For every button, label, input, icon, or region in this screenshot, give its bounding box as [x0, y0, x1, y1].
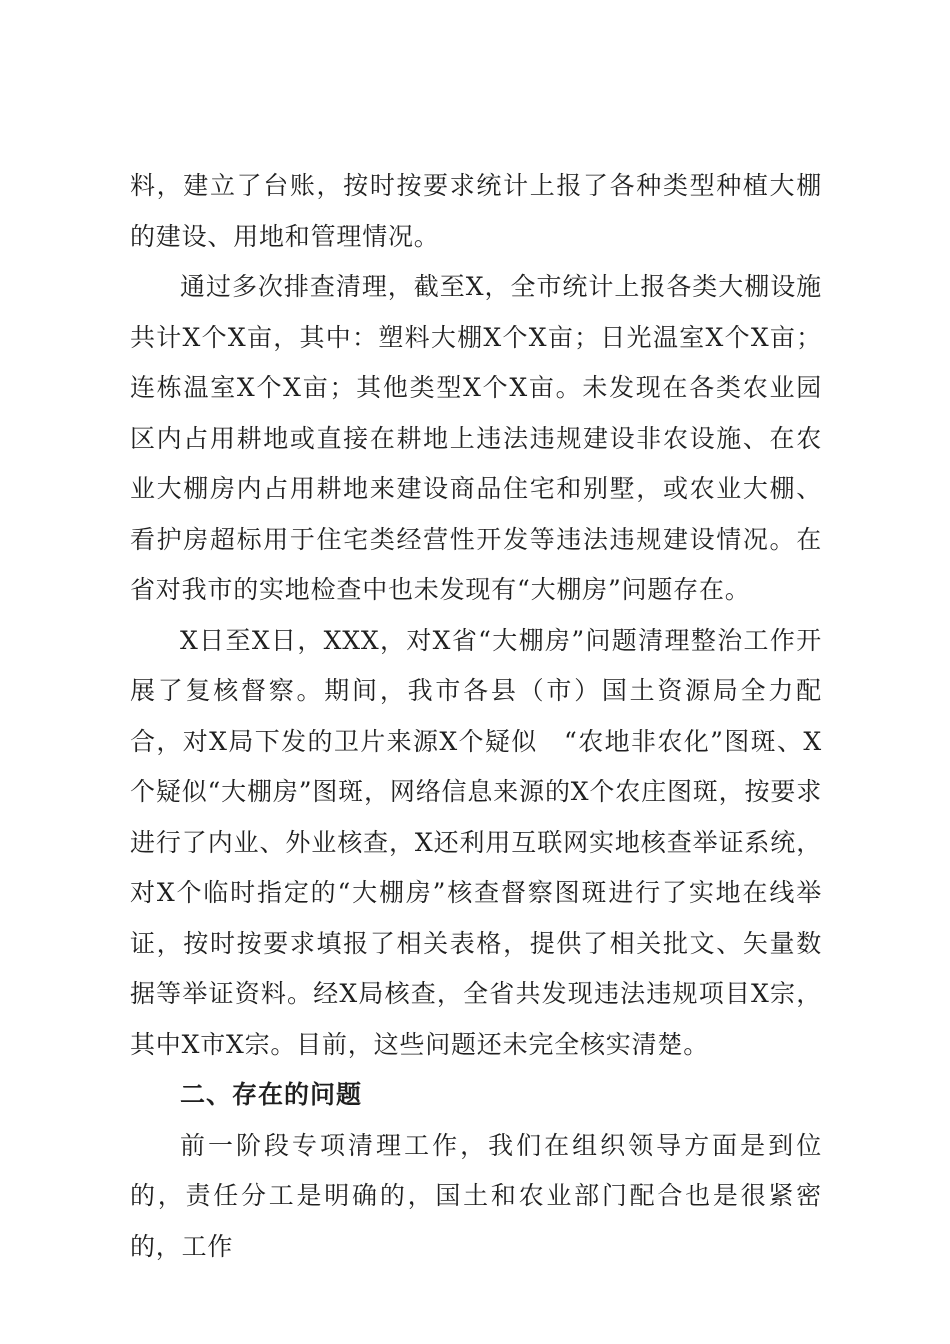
- section-heading: 二、存在的问题: [180, 1080, 363, 1109]
- document-body: [130, 161, 822, 1272]
- paragraph-review-inspection: X日至X日，XXX，对X省“大棚房”问题清理整治工作开展了复核督察。期间，我市各县（市）国土资源局全力配合，对X局下发的卫片来源X个疑似 “农地非农化”图斑、X个疑似“大棚房”图斑，网络信息来源的X个农庄图斑，按要求进行了内业、外业核查，X还利用互联网实地核查举证系统，对X个临时指定的“大棚房”核查督察图斑进行了实地在线举证，按时按要求填报了相关表格，提供了相关批文、矢量数据等举证资料。经X局核查，全省共发现违法违规项目X宗，其中X市X宗。目前，这些问题还未完全核实清楚。: [130, 625, 822, 1059]
- paragraph-continuation: 料，建立了台账，按时按要求统计上报了各种类型种植大棚的建设、用地和管理情况。: [130, 171, 822, 251]
- paragraph-statistics: 通过多次排查清理，截至X，全市统计上报各类大棚设施共计X个X亩，其中：塑料大棚X个X亩；日光温室X个X亩；连栋温室X个X亩；其他类型X个X亩。未发现在各类农业园区内占用耕地或直接在耕地上违法违规建设非农设施、在农业大棚房内占用耕地来建设商品住宅和别墅，或农业大棚、看护房超标用于住宅类经营性开发等违法违规建设情况。在省对我市的实地检查中也未发现有“大棚房”问题存在。: [130, 272, 822, 604]
- paragraph-problems: 前一阶段专项清理工作，我们在组织领导方面是到位的，责任分工是明确的，国土和农业部门配合也是很紧密的，工作: [130, 1130, 822, 1261]
